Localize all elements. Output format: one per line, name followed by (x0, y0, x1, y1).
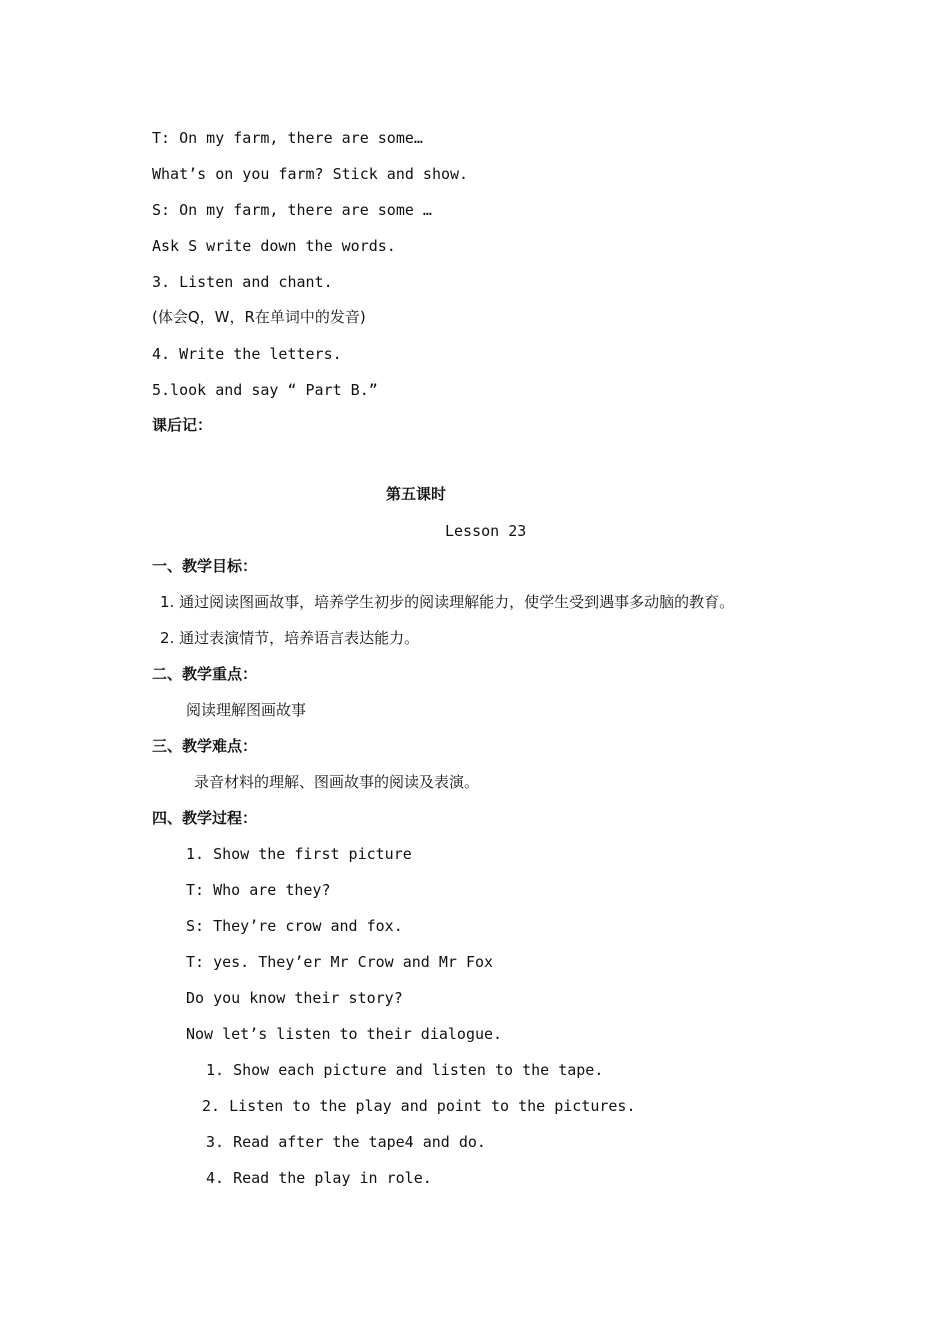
key-points-heading: 二、教学重点： (152, 665, 258, 683)
process-step: 1. Show each picture and listen to the tape. (206, 1061, 604, 1079)
objective-item-1: 1. 通过阅读图画故事，培养学生初步的阅读理解能力，使学生受到遇事多动脑的教育。 (160, 593, 735, 611)
process-step: 4. Read the play in role. (206, 1169, 432, 1187)
step-listen-chant: 3. Listen and chant. (152, 273, 333, 291)
process-line: T: Who are they? (186, 881, 331, 899)
dialogue-line-teacher: T: On my farm, there are some… (152, 129, 423, 147)
dialogue-line-student: S: On my farm, there are some … (152, 201, 432, 219)
process-line: T: yes. They’er Mr Crow and Mr Fox (186, 953, 494, 971)
process-heading: 四、教学过程： (152, 809, 258, 827)
step-look-say: 5.look and say “ Part B.” (152, 381, 378, 399)
note-pronunciation: (体会Q，W，R在单词中的发音) (152, 308, 366, 326)
objective-item-2: 2. 通过表演情节，培养语言表达能力。 (160, 629, 420, 647)
process-step: 2. Listen to the play and point to the pictures. (202, 1097, 636, 1115)
lesson-title: Lesson 23 (445, 522, 527, 540)
objectives-heading: 一、教学目标： (152, 557, 258, 575)
difficulties-text: 录音材料的理解、图画故事的阅读及表演。 (194, 773, 480, 791)
process-line: 1. Show the first picture (186, 845, 412, 863)
difficulties-heading: 三、教学难点： (152, 737, 258, 755)
process-line: S: They’re crow and fox. (186, 917, 403, 935)
process-line: Do you know their story? (186, 989, 403, 1007)
process-line: Now let’s listen to their dialogue. (186, 1025, 503, 1043)
process-step: 3. Read after the tape4 and do. (206, 1133, 486, 1151)
instruction-line-write-words: Ask S write down the words. (152, 237, 396, 255)
after-class-note-label: 课后记： (152, 416, 213, 434)
step-write-letters: 4. Write the letters. (152, 345, 342, 363)
period-title: 第五课时 (386, 485, 447, 503)
key-points-text: 阅读理解图画故事 (186, 701, 307, 719)
instruction-line-stick-show: What’s on you farm? Stick and show. (152, 165, 469, 183)
